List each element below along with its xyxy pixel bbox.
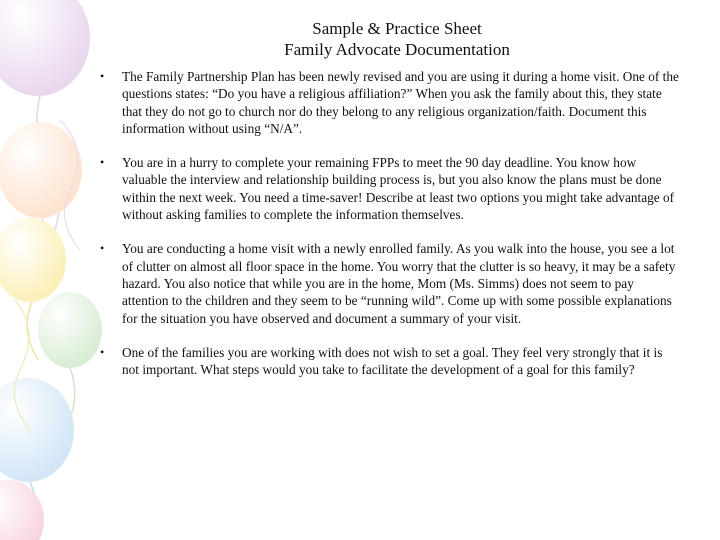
question-text: You are in a hurry to complete your remaining FPPs to meet the 90 day deadline. You know how valuable the interview and relationship building process is, but you also know the plans must be done within the next week. You need a time-saver! Describe at least two options you might take advantage of without asking families to complete the information themselves. — [122, 155, 675, 223]
question-text: You are conducting a home visit with a newly enrolled family. As you walk into the house, you see a lot of clutter on almost all floor space in the home. You worry that the clutter is so heavy, it may be a safety hazard. You also notice that while you are in the home, Mom (Ms. Simms) does not seem to pay attention to the children and they seem to be “running wild”. Come up with some possible explanations for the situation you have observed and document a summary of your visit. — [122, 241, 676, 326]
balloon-pink-icon — [0, 480, 44, 540]
question-text: The Family Partnership Plan has been newly revised and you are using it during a home visit. One of the questions states: “Do you have a religious affiliation?” When you ask the family about this, they state that they do not go to church nor do they belong to any religious organization/faith. Document this information without using “N/A”. — [122, 69, 679, 136]
list-item — [92, 240, 682, 326]
list-item — [92, 154, 682, 223]
practice-sheet — [92, 18, 682, 395]
list-item — [92, 344, 682, 379]
bullet-icon: • — [100, 241, 105, 256]
question-list — [92, 68, 682, 378]
bullet-icon: • — [100, 344, 105, 359]
title-block — [92, 18, 682, 60]
sheet-title: Sample & Practice Sheet — [312, 19, 482, 38]
bullet-icon: • — [100, 155, 105, 170]
bullet-icon: • — [100, 69, 105, 83]
list-item — [92, 68, 682, 137]
sheet-subtitle: Family Advocate Documentation — [284, 40, 510, 59]
question-text: One of the families you are working with does not wish to set a goal. They feel very strongly that it is not important. What steps would you take to facilitate the development of a goal for this family? — [122, 344, 663, 378]
